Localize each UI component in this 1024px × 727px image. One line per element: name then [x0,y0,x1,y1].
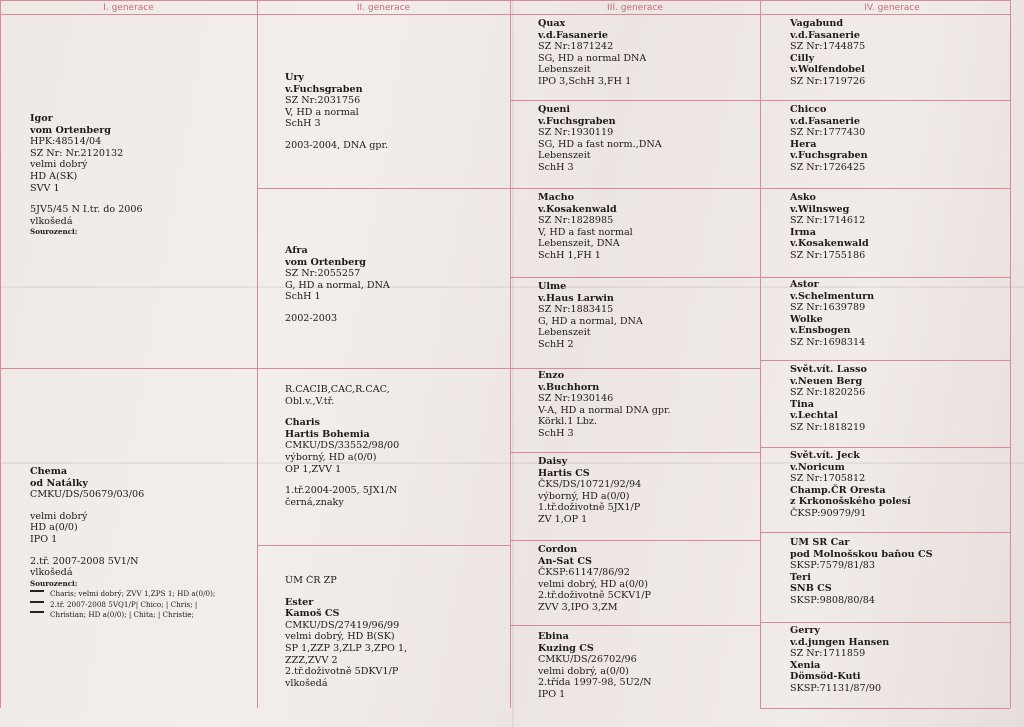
info-line: V, HD a normal [285,106,359,118]
dog-name-line: Wolke [790,313,823,325]
info-line: SZ Nr:1818219 [790,421,866,433]
header-generation-2: II. generace [356,3,411,13]
info-line: SZ Nr:1777430 [790,127,866,139]
info-line: V, HD a fast normal [538,226,633,238]
dog-name-line: v.Buchhorn [538,381,600,393]
info-line: CMKU/DS/50679/03/06 [30,489,145,501]
info-line: ČKSP:61147/86/92 [538,567,630,579]
dog-name-line: Astor [790,279,819,290]
info-line: 2002-2003 [285,312,338,324]
sibling-sex-mark [30,590,44,598]
grid-line-h [760,532,1010,533]
dog-name-line: Svět.vít. Lasso [790,364,867,375]
dog-name-line: Kuzing CS [538,642,594,654]
dog-name-line: v.Wolfendobel [790,64,865,76]
dog-name-line: Vagabund [790,18,844,29]
dog-name-line: v.Neuen Berg [790,375,863,387]
gen3-cell-7 [538,544,651,614]
info-line: černá,znaky [285,496,344,508]
info-line: HD a(0/0) [30,522,78,534]
dog-name-line: Cordon [538,544,578,555]
info-line: velmi dobrý [30,510,88,522]
grid-line-h [760,622,1010,623]
info-line: 2.tř.doživotně 5CKV1/P [538,590,651,602]
sibling-text: 2.tř. 2007-2008 5VQ1/P| Chico; | Chris; | [50,599,198,609]
info-line: Lebenszeit, DNA [538,238,620,250]
info-line: výborný, HD a(0/0) [285,451,377,463]
dog-name-line: Dömsöd-Kuti [790,671,861,683]
dog-name-line: Cilly [790,52,815,64]
info-line: výborný, HD a(0/0) [538,490,630,502]
dog-name-line: Chicco [790,104,827,115]
gen4-cell-11 [790,450,911,520]
gen3-cell-5 [538,370,671,440]
info-line: ČKS/DS/10721/92/94 [538,479,642,491]
dog-name-line: v.Kosakenwald [790,238,869,250]
grid-line-vertical [0,0,1,708]
info-line: SZ Nr:2055257 [285,268,361,280]
sibling-text: Charis; velmi dobrý; ZVV 1,ZPS 1; HD a(0/0); [50,589,216,599]
gen2-cell-3 [285,384,399,508]
dog-name-line: Hartis Bohemia [285,428,370,440]
info-line: V-A, HD a normal DNA gpr. [538,404,671,416]
gen3-cell-3 [538,192,633,262]
spacer [285,303,390,313]
info-line: SZ Nr:1698314 [790,336,866,348]
info-line: IPO 1 [538,688,566,700]
dog-name-line: Champ.ČR Oresta [790,484,886,496]
dog-name-line: v.Schelmenturn [790,290,875,302]
gen4-cell-9 [790,364,867,434]
dog-name-line: v.Noricum [790,461,845,473]
grid-line-h [510,540,760,541]
dog-name-line: v.Fuchsgraben [790,150,868,162]
gen2-cell-2 [285,245,390,325]
info-line: velmi dobrý [30,159,88,171]
dog-name-line: v.d.Fasanerie [538,29,608,41]
info-line: SVV 1 [30,182,60,194]
dog-name-line: v.Lechtal [790,410,838,422]
grid-line-h [257,188,510,189]
dog-name-line: Queni [538,104,571,115]
gen3-cell-4 [538,281,643,351]
dog-name-line: Ester [285,596,314,608]
dog-name-line: v.Wilnsweg [790,203,850,215]
dog-name-line: vom Ortenberg [285,256,366,268]
info-line: SZ Nr:1714612 [790,215,866,227]
sibling-line [30,610,215,621]
info-line: Lebenszeit [538,64,591,76]
dog-name-line: v.Kosakenwald [538,203,617,215]
info-line: SG, HD a fast norm.,DNA [538,138,662,150]
info-line: SKSP:7579/81/83 [790,560,875,572]
info-line: CMKU/DS/27419/96/99 [285,619,400,631]
grid-line-vertical [1010,0,1011,708]
gen4-cell-15 [790,625,889,695]
dog-name-line: Hartis CS [538,467,590,479]
dog-name-line: Charis [285,417,320,429]
gen2-cell-1 [285,72,388,152]
gen4-cell-1 [790,18,865,88]
grid-line-h [510,100,760,101]
info-line: SchH 2 [538,338,574,350]
info-line: SZ Nr:1719726 [790,75,866,87]
info-line: vlkošedá [30,215,73,227]
grid-line-h [760,708,1010,709]
gen4-cell-5 [790,192,869,262]
info-line: SZ Nr:1639789 [790,302,866,314]
gen1-sire [30,113,143,238]
info-line: SZ Nr:1705812 [790,473,866,485]
info-line: SZ Nr:2031756 [285,95,361,107]
grid-line-h [760,447,1010,448]
info-line: SKSP:71131/87/90 [790,682,882,694]
gen3-cell-6 [538,456,641,526]
info-line: velmi dobrý, HD B(SK) [285,631,395,643]
sibling-text: Christian; HD a(0/0); | Chita; | Christie; [50,610,194,620]
grid-line-vertical [760,0,761,708]
dog-name-line: An-Sat CS [538,555,592,567]
info-line: 5JV5/45 N I.tr. do 2006 [30,204,143,216]
grid-line-h [257,545,510,546]
dog-name-line: v.Ensbogen [790,325,851,337]
dog-name-line: Tina [790,398,814,410]
header-generation-4: IV. generace [864,3,920,13]
info-line: 1.tř.2004-2005, 5JX1/N [285,485,398,497]
grid-line-h [760,277,1010,278]
info-line: SZ Nr:1883415 [538,304,614,316]
info-line: SchH 3 [285,118,321,130]
dog-name-line: Teri [790,571,811,583]
gen3-cell-2 [538,104,662,174]
dog-name-line: od Natálky [30,477,88,489]
dog-name-line: SNB CS [790,583,832,595]
dog-name-line: Daisy [538,456,568,467]
info-line: HD A(SK) [30,170,78,182]
info-line: SZ Nr: Nr.2120132 [30,147,124,159]
info-line: SZ Nr:1726425 [790,161,866,173]
sibling-line [30,589,215,600]
dog-name-line: Kamoš CS [285,608,340,620]
info-line: Obl.v.,V.tř. [285,395,335,407]
sibling-sex-mark [30,611,44,619]
grid-line-h [510,188,760,189]
info-line: Lebenszeit [538,150,591,162]
grid-line-h [510,625,760,626]
info-line: 2003-2004, DNA gpr. [285,139,389,151]
gen4-cell-13 [790,537,933,607]
info-line: SchH 3 [538,427,574,439]
info-line: velmi dobrý, a(0/0) [538,665,629,677]
grid-line-h [510,368,760,369]
grid-line-header-top [0,0,1010,1]
info-line: SZ Nr:1744875 [790,41,866,53]
spacer [285,587,407,597]
dog-name-line: z Krkonošského polesí [790,496,911,508]
info-line: IPO 3,SchH 3,FH 1 [538,75,632,87]
dog-name-line: pod Molnošskou baňou CS [790,548,933,560]
dog-name-line: Sourozenci: [30,227,78,237]
info-line: ČKSP:90979/91 [790,507,867,519]
spacer [285,475,399,485]
info-line: SZ Nr:1828985 [538,215,614,227]
info-line: SZ Nr:1930146 [538,393,614,405]
info-line: 2.tř. 2007-2008 5V1/N [30,555,139,567]
spacer [30,194,143,204]
info-line: SchH 1,FH 1 [538,249,601,261]
dog-name-line: Ulme [538,281,567,292]
dog-name-line: Afra [285,245,308,256]
dog-name-line: ÚM SR Car [790,537,850,548]
info-line: SZ Nr:1711859 [790,648,866,660]
info-line: SZ Nr:1820256 [790,387,866,399]
dog-name-line: v.Fuchsgraben [538,115,616,127]
grid-line-h [257,368,510,369]
info-line: HPK:48514/04 [30,136,102,148]
dog-name-line: vom Ortenberg [30,124,111,136]
dog-name-line: v.d.Fasanerie [790,115,860,127]
gen2-cell-4 [285,575,407,689]
info-line: Lebenszeit [538,327,591,339]
info-line: CMKU/DS/26702/96 [538,654,637,666]
info-line: SG, HD a normal DNA [538,52,647,64]
gen3-cell-1 [538,18,646,88]
spacer [285,407,399,417]
dog-name-line: Ebina [538,631,569,642]
info-line: Körkl.1 Lbz. [538,416,597,428]
info-line: SchH 3 [538,161,574,173]
sibling-line [30,600,215,611]
grid-line-h [510,277,760,278]
info-line: SZ Nr:1930119 [538,127,614,139]
grid-line-top [0,14,1010,15]
info-line: ZV 1,OP 1 [538,513,588,525]
dog-name-line: Ury [285,72,304,83]
grid-line-vertical [510,0,511,708]
info-line: 2.třída 1997-98, 5U2/N [538,677,652,689]
grid-line-vertical [257,0,258,708]
grid-line-h [510,452,760,453]
info-line: 1.tř.doživotně 5JX1/P [538,502,641,514]
dog-name-line: Gerry [790,625,820,636]
header-generation-3: III. generace [607,3,663,13]
dog-name-line: Svět.vít. Jeck [790,450,860,461]
gen4-cell-3 [790,104,868,174]
grid-line-h [0,368,257,369]
spacer [30,501,215,511]
info-line: SZ Nr:1755186 [790,249,866,261]
info-line: OP 1,ZVV 1 [285,463,342,475]
header-generation-1: I. generace [103,3,154,13]
dog-name-line: Irma [790,226,816,238]
spacer [285,130,388,140]
dog-name-line: v.d.jungen Hansen [790,636,890,648]
grid-line-h [760,360,1010,361]
grid-line-h [760,100,1010,101]
info-line: SKSP:9808/80/84 [790,594,875,606]
dog-name-line: Macho [538,192,575,203]
info-line: 2.tř.doživotně 5DKV1/P [285,666,399,678]
gen3-cell-8 [538,631,651,701]
gen1-dam [30,466,215,621]
info-line: vlkošedá [285,677,328,689]
dog-name-line: Asko [790,192,816,203]
dog-name-line: Sourozenci: [30,578,78,588]
spacer [30,546,215,556]
info-line: R.CACIB,CAC,R.CAC, [285,384,390,395]
gen4-cell-7 [790,279,874,349]
info-line: IPO 1 [30,533,58,545]
info-line: ÚM ČR ZP [285,575,337,586]
dog-name-line: v.d.Fasanerie [790,29,860,41]
dog-name-line: Xenia [790,659,821,671]
info-line: G, HD a normal, DNA [285,279,390,291]
dog-name-line: Quax [538,18,566,29]
info-line: G, HD a normal, DNA [538,315,643,327]
info-line: CMKU/DS/33552/98/00 [285,440,400,452]
dog-name-line: v.Haus Larwin [538,292,614,304]
grid-line-h [760,188,1010,189]
dog-name-line: Igor [30,113,53,124]
info-line: ZZZ,ZVV 2 [285,654,338,666]
dog-name-line: Hera [790,138,817,150]
dog-name-line: Enzo [538,370,565,381]
info-line: SP 1,ZZP 3,ZLP 3,ZPO 1, [285,642,408,654]
info-line: ZVV 3,IPO 3,ZM [538,601,618,613]
info-line: SchH 1 [285,291,321,303]
dog-name-line: Chema [30,466,68,477]
info-line: velmi dobrý, HD a(0/0) [538,578,649,590]
sibling-sex-mark [30,601,44,609]
dog-name-line: v.Fuchsgraben [285,83,363,95]
info-line: SZ Nr:1871242 [538,41,614,53]
info-line: vlkošedá [30,567,73,579]
